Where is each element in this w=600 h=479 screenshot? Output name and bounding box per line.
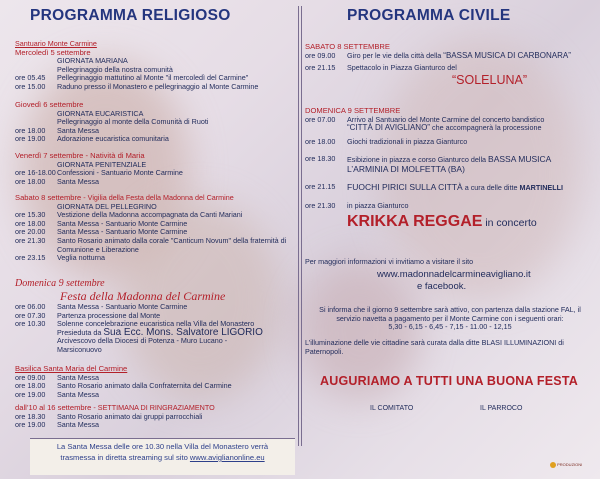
event: GIORNATA DEL PELLEGRINO bbox=[57, 201, 157, 211]
event: in piazza Gianturco bbox=[347, 201, 409, 211]
time: ore 21.30 bbox=[305, 201, 336, 211]
time: ore 19.00 bbox=[15, 134, 46, 144]
section-sun bbox=[15, 278, 290, 355]
event: Partenza processione dal Monte bbox=[57, 310, 161, 320]
day-subheading: - SETTIMANA DI RINGRAZIAMENTO bbox=[91, 403, 215, 412]
shuttle-line-2: servizio navetta a pagamento per il Monte Carmine con i seguenti orari: bbox=[336, 313, 564, 323]
event: Giro per le vie della città della bbox=[347, 50, 444, 60]
logo-text: PRODUZIONI bbox=[557, 462, 583, 468]
lights-line-1: L’illuminazione delle vie cittadine sarà curata dalla ditte BLASI ILLUMINAZIONI di bbox=[305, 338, 564, 347]
religious-program-title: PROGRAMMA RELIGIOSO bbox=[30, 7, 231, 24]
shuttle-line-1: Si informa che il giorno 9 settembre sarà attivo, con partenza dalla stazione FAL, il bbox=[319, 305, 581, 314]
event: Pellegrinaggio della nostra comunità bbox=[57, 64, 173, 74]
streaming-line-2: trasmessa in diretta streaming sul sito bbox=[60, 453, 190, 462]
streaming-line-1: La Santa Messa delle ore 10.30 nella Villa del Monastero verrà bbox=[56, 442, 269, 451]
section-fri bbox=[15, 152, 285, 186]
band-origin: L’ARMINIA DI MOLFETTA (BA) bbox=[347, 163, 465, 174]
day-heading: Sabato 8 settembre bbox=[15, 193, 82, 202]
time: ore 18.00 bbox=[15, 218, 46, 228]
time: ore 09.00 bbox=[15, 372, 46, 382]
time: ore 23.15 bbox=[15, 253, 46, 263]
day-heading: Mercoledì 5 settembre bbox=[15, 47, 91, 57]
time: ore 21.30 bbox=[15, 235, 46, 245]
lights-block bbox=[302, 339, 598, 356]
time: ore 18.00 bbox=[15, 381, 46, 391]
shuttle-times: 5,30 - 6,15 - 6,45 - 7,15 - 11.00 - 12,15 bbox=[388, 322, 512, 332]
event: Giochi tradizionali in piazza Gianturco bbox=[347, 136, 468, 146]
logo-icon bbox=[550, 462, 556, 468]
time: ore 21.15 bbox=[305, 63, 336, 73]
civil-program-title: PROGRAMMA CIVILE bbox=[347, 7, 511, 24]
time: ore 21.15 bbox=[305, 181, 336, 191]
section-sat bbox=[15, 194, 290, 263]
section-heading: Basilica Santa Maria del Carmine bbox=[15, 364, 128, 373]
producer-logo bbox=[550, 462, 594, 474]
time: ore 15.30 bbox=[15, 210, 46, 220]
presided-label: Presieduta da bbox=[57, 327, 104, 337]
day-subheading: - Vigilia della Festa della Madonna del Carmine bbox=[81, 193, 234, 202]
event: Spettacolo in Piazza Gianturco del bbox=[347, 63, 457, 73]
time: ore 18.00 bbox=[15, 176, 46, 186]
event: Santa Messa bbox=[57, 176, 99, 186]
time: ore 18.30 bbox=[15, 411, 46, 421]
time: ore 18.00 bbox=[305, 136, 336, 146]
section-civil-sun bbox=[302, 107, 598, 231]
section-wed bbox=[15, 40, 285, 92]
event: Esibizione in piazza e corso Gianturco della bbox=[347, 155, 489, 165]
event: Arrivo al Santuario del Monte Carmine del concerto bandistico bbox=[347, 114, 545, 124]
time: ore 07.00 bbox=[305, 114, 336, 124]
time: ore 18.00 bbox=[15, 125, 46, 135]
time: ore 19.00 bbox=[15, 420, 46, 430]
time: ore 09.00 bbox=[305, 50, 336, 60]
website-link[interactable]: www.madonnadelcarmineavigliano.it bbox=[377, 268, 531, 280]
fireworks: FUOCHI PIRICI SULLA CITTÀ bbox=[347, 181, 463, 192]
section-heading: Santuario Monte Carmine bbox=[15, 39, 97, 48]
event: Santa Messa - Santuario Monte Carmine bbox=[57, 218, 188, 228]
event: Santa Messa - Santuario Monte Carmine bbox=[57, 227, 188, 237]
column-divider bbox=[298, 6, 299, 446]
event: GIORNATA PENITENZIALE bbox=[57, 159, 147, 169]
event: Santa Messa bbox=[57, 125, 99, 135]
time: ore 06.00 bbox=[15, 302, 46, 311]
day-heading: Giovedì 6 settembre bbox=[15, 100, 84, 109]
time: ore 20.00 bbox=[15, 227, 46, 237]
time bbox=[15, 57, 57, 66]
band-name: BASSA MUSICA bbox=[488, 154, 552, 165]
day-heading: Domenica 9 settembre bbox=[15, 278, 105, 289]
company-name: MARTINELLI bbox=[519, 182, 563, 192]
show-name: “SOLELUNA” bbox=[452, 72, 528, 87]
band-name: “BASSA MUSICA DI CARBONARA” bbox=[443, 50, 571, 60]
event-note: che accompagnerà la processione bbox=[429, 123, 542, 133]
event: Santo Rosario animato dalla Confraternita del Carmine bbox=[57, 381, 232, 391]
band-name: “CITTÀ DI AVIGLIANO” bbox=[347, 123, 430, 133]
event: Confessioni - Santuario Monte Carmine bbox=[57, 168, 183, 178]
event: Adorazione eucaristica comunitaria bbox=[57, 134, 169, 144]
day-heading: Venerdì 7 settembre - Natività di Maria bbox=[15, 151, 145, 160]
time: ore 05.45 bbox=[15, 73, 46, 83]
section-thu bbox=[15, 101, 285, 144]
time: ore 15.00 bbox=[15, 81, 46, 91]
info-block bbox=[302, 258, 598, 293]
event: Santa Messa bbox=[57, 372, 99, 382]
event: Pellegrinaggio mattutino al Monte "il mercoledì del Carmine" bbox=[57, 73, 249, 83]
feast-heading: Festa della Madonna del Carmine bbox=[60, 289, 226, 303]
event: Solenne concelebrazione eucaristica nella Villa del Monastero bbox=[57, 319, 255, 329]
streaming-notice bbox=[30, 438, 295, 475]
event: Santa Messa bbox=[57, 389, 99, 399]
event: a cura delle ditte bbox=[462, 182, 520, 192]
info-text: Per maggiori informazioni vi invitiamo a visitare il sito bbox=[305, 257, 474, 266]
day-heading: DOMENICA 9 SETTEMBRE bbox=[305, 106, 401, 115]
event: Santo Rosario animato dai gruppi parrocchiali bbox=[57, 411, 203, 421]
day-heading: SABATO 8 SETTEMBRE bbox=[305, 42, 390, 51]
event: Raduno presso il Monastero e pellegrinaggio al Monte Carmine bbox=[57, 81, 259, 91]
time: ore 18.30 bbox=[305, 154, 336, 164]
time: ore 19.00 bbox=[15, 389, 46, 399]
event: Santa Messa bbox=[57, 420, 99, 430]
facebook-text: e facebook. bbox=[417, 280, 467, 292]
day-heading: dall’10 al 16 settembre bbox=[15, 403, 92, 412]
lights-line-2: Paternopoli. bbox=[305, 346, 344, 356]
section-week bbox=[15, 404, 290, 430]
headliner-note: in concerto bbox=[482, 216, 537, 229]
signature-parish-priest: IL PARROCO bbox=[480, 405, 523, 412]
event: Pellegrinaggio al monte della Comunità di Ruoti bbox=[57, 117, 209, 127]
event: Santa Messa - Santuario Monte Carmine bbox=[57, 302, 188, 311]
time: ore 07.30 bbox=[15, 310, 46, 320]
event: Santo Rosario animato dalla corale "Canticum Novum" della fraternità di Comunione e Liberazione bbox=[57, 235, 287, 254]
shuttle-block bbox=[302, 306, 598, 332]
signature-committee: IL COMITATO bbox=[370, 405, 414, 412]
event: GIORNATA EUCARISTICA bbox=[57, 108, 144, 118]
headliner: KRIKKA REGGAE bbox=[347, 212, 483, 230]
time bbox=[15, 110, 57, 119]
event: Vestizione della Madonna accompagnata da Canti Mariani bbox=[57, 210, 243, 220]
streaming-link[interactable]: www.aviglianonline.eu bbox=[189, 453, 265, 462]
bishop-title: Arcivescovo della Diocesi di Potenza - Muro Lucano - Marsiconuovo bbox=[57, 336, 228, 354]
greeting: AUGURIAMO A TUTTI UNA BUONA FESTA bbox=[320, 374, 578, 388]
event: Veglia notturna bbox=[57, 253, 105, 263]
section-basilica bbox=[15, 365, 285, 399]
bishop-name: Sua Ecc. Mons. Salvatore LIGORIO bbox=[103, 326, 263, 338]
event: GIORNATA MARIANA bbox=[57, 56, 128, 66]
time: ore 16-18.00 bbox=[15, 168, 56, 178]
time: ore 10.30 bbox=[15, 319, 46, 329]
section-civil-sat bbox=[302, 43, 598, 87]
